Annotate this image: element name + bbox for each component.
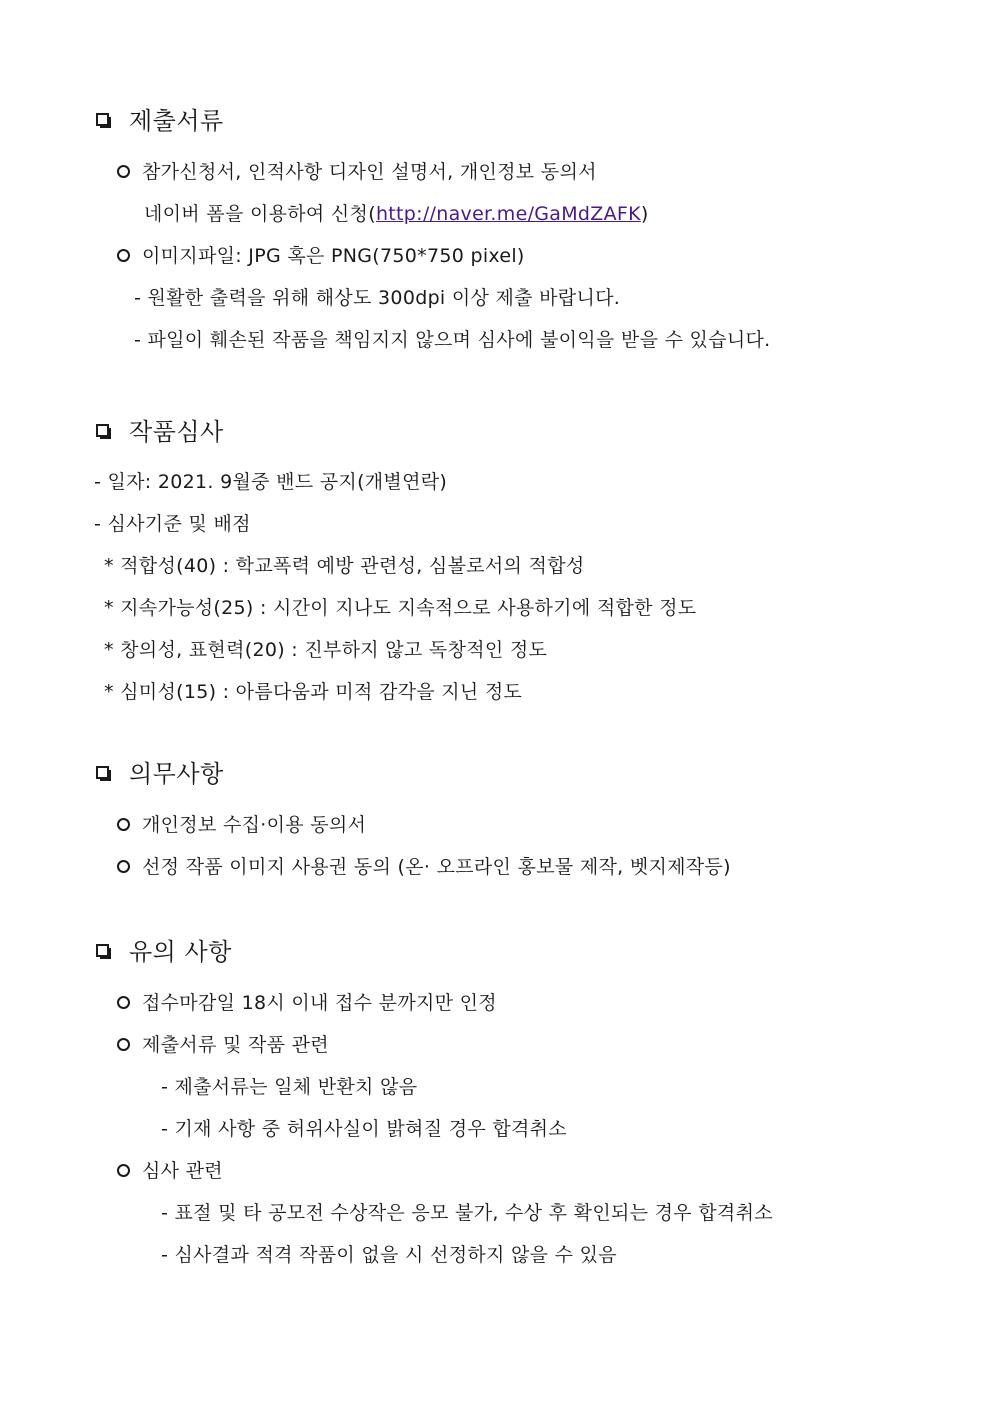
sub-item (161, 1075, 417, 1099)
list-item-text: - 일자: 2021. 9월중 밴드 공지(개별연락) (94, 471, 448, 493)
square-bullet-icon (96, 113, 111, 128)
criteria-item (104, 554, 585, 578)
sub-item (161, 1243, 617, 1267)
list-item-text: - 심사기준 및 배점 (94, 513, 251, 535)
circle-bullet-icon (117, 1164, 130, 1177)
list-item-text: 참가신청서, 인적사항 디자인 설명서, 개인정보 동의서 (142, 161, 597, 183)
square-bullet-icon (96, 944, 111, 959)
criteria-text: * 적합성(40) : 학교폭력 예방 관련성, 심볼로서의 적합성 (104, 555, 585, 577)
sub-item-text: - 표절 및 타 공모전 수상작은 응모 불가, 수상 후 확인되는 경우 합격취소 (161, 1202, 773, 1224)
section-heading-notes (96, 937, 232, 967)
circle-bullet-icon (117, 249, 130, 262)
circle-bullet-icon (117, 1038, 130, 1051)
section-title: 유의 사항 (129, 938, 232, 966)
sub-item-text: - 파일이 훼손된 작품을 책임지지 않으며 심사에 불이익을 받을 수 있습니다. (134, 329, 771, 351)
sub-item (161, 1201, 773, 1225)
list-item-text: 개인정보 수집·이용 동의서 (142, 814, 367, 836)
list-item-continuation (144, 202, 649, 226)
list-item-text: 제출서류 및 작품 관련 (142, 1034, 329, 1056)
list-item (94, 470, 447, 494)
square-bullet-icon (96, 766, 111, 781)
criteria-text: * 창의성, 표현력(20) : 진부하지 않고 독창적인 정도 (104, 639, 548, 661)
circle-bullet-icon (117, 818, 130, 831)
list-item-text: 이미지파일: JPG 혹은 PNG(750*750 pixel) (142, 245, 525, 267)
square-bullet-icon (96, 424, 111, 439)
list-item-text: 심사 관련 (142, 1160, 223, 1182)
criteria-text: * 지속가능성(25) : 시간이 지나도 지속적으로 사용하기에 적합한 정도 (104, 597, 697, 619)
criteria-item (104, 596, 696, 620)
section-heading-judging (96, 417, 224, 447)
list-item (117, 991, 497, 1015)
sub-item-text: - 심사결과 적격 작품이 없을 시 선정하지 않을 수 있음 (161, 1244, 617, 1266)
section-title: 작품심사 (129, 418, 224, 446)
application-text: 네이버 폼을 이용하여 신청( (144, 203, 376, 225)
list-item (117, 1033, 329, 1057)
sub-item-text: - 제출서류는 일체 반환치 않음 (161, 1076, 418, 1098)
section-title: 의무사항 (129, 760, 224, 788)
list-item-text: 선정 작품 이미지 사용권 동의 (온· 오프라인 홍보물 제작, 벳지제작등) (142, 856, 731, 878)
naver-form-link[interactable]: http://naver.me/GaMdZAFK (375, 203, 641, 225)
section-heading-obligations (96, 759, 224, 789)
criteria-item (104, 638, 547, 662)
sub-item (134, 328, 771, 352)
sub-item-text: - 원활한 출력을 위해 해상도 300dpi 이상 제출 바랍니다. (134, 287, 621, 309)
circle-bullet-icon (117, 996, 130, 1009)
list-item (117, 813, 366, 837)
list-item-text: 접수마감일 18시 이내 접수 분까지만 인정 (142, 992, 497, 1014)
sub-item-text: - 기재 사항 중 허위사실이 밝혀질 경우 합격취소 (161, 1118, 567, 1140)
sub-item (161, 1117, 567, 1141)
criteria-text: * 심미성(15) : 아름다움과 미적 감각을 지닌 정도 (104, 681, 523, 703)
list-item (117, 160, 597, 184)
section-title: 제출서류 (129, 107, 224, 135)
closing-paren: ) (640, 203, 649, 225)
section-heading-submission-documents (96, 106, 224, 136)
circle-bullet-icon (117, 165, 130, 178)
circle-bullet-icon (117, 860, 130, 873)
list-item (117, 855, 731, 879)
list-item (117, 1159, 223, 1183)
sub-item (134, 286, 620, 310)
criteria-item (104, 680, 522, 704)
list-item (94, 512, 251, 536)
list-item (117, 244, 525, 268)
